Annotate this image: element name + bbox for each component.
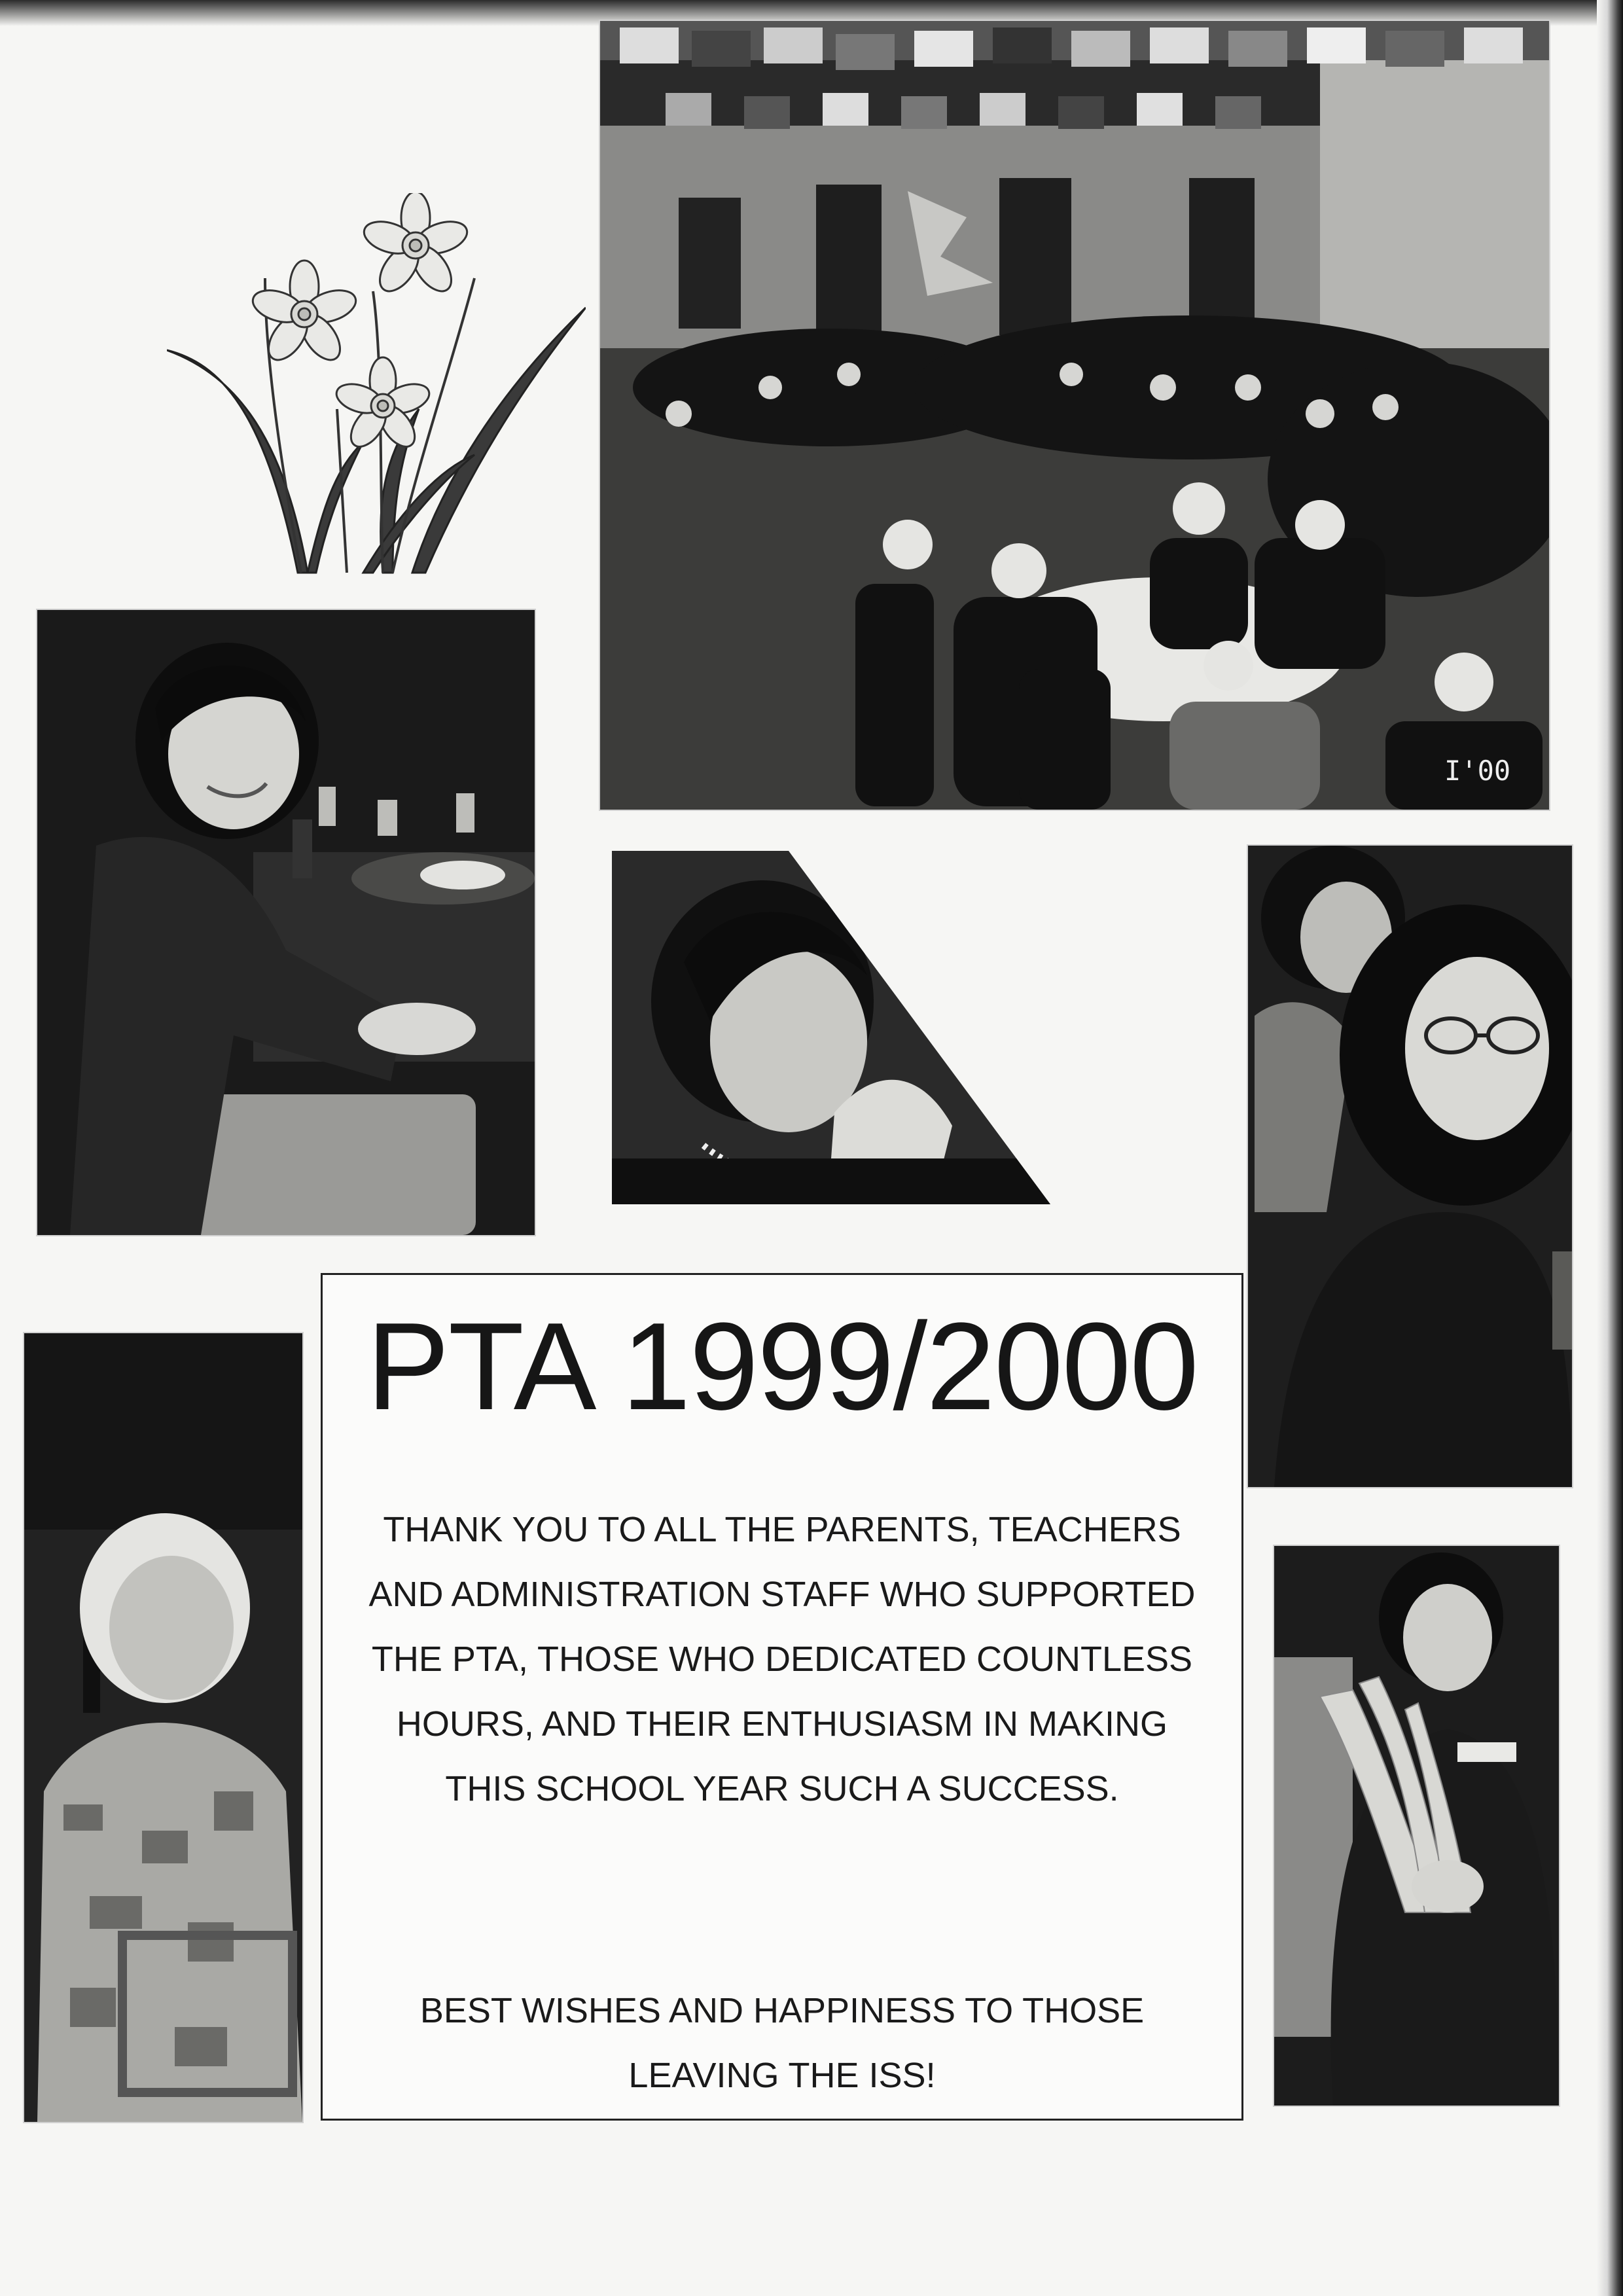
shirt-text: I'00 <box>1444 755 1511 787</box>
best-wishes-line: LEAVING THE ISS! <box>628 2056 936 2095</box>
thank-you-message <box>336 1498 1228 1821</box>
binding-spine <box>1597 0 1623 2296</box>
thank-you-line: THE PTA, THOSE WHO DEDICATED COUNTLESS <box>371 1640 1193 1679</box>
daffodil-illustration <box>167 193 586 586</box>
woman-at-dinner-table-photo <box>36 609 536 1236</box>
woman-holding-flowers-photo <box>1273 1545 1560 2107</box>
thank-you-line: HOURS, AND THEIR ENTHUSIASM IN MAKING <box>396 1704 1168 1744</box>
woman-with-pearls-photo <box>612 851 1050 1204</box>
woman-with-glasses-photo <box>1247 844 1573 1488</box>
blonde-woman-photo <box>23 1332 304 2123</box>
pta-message-box <box>321 1273 1243 2121</box>
best-wishes-message <box>336 1979 1228 2108</box>
best-wishes-line: BEST WISHES AND HAPPINESS TO THOSE <box>419 1991 1145 2030</box>
thank-you-line: THIS SCHOOL YEAR SUCH A SUCCESS. <box>445 1769 1119 1808</box>
pta-title: PTA 1999/2000 <box>366 1297 1198 1436</box>
thank-you-line: AND ADMINISTRATION STAFF WHO SUPPORTED <box>368 1575 1196 1614</box>
thank-you-line: THANK YOU TO ALL THE PARENTS, TEACHERS <box>383 1510 1181 1549</box>
banquet-hall-photo <box>599 20 1550 811</box>
